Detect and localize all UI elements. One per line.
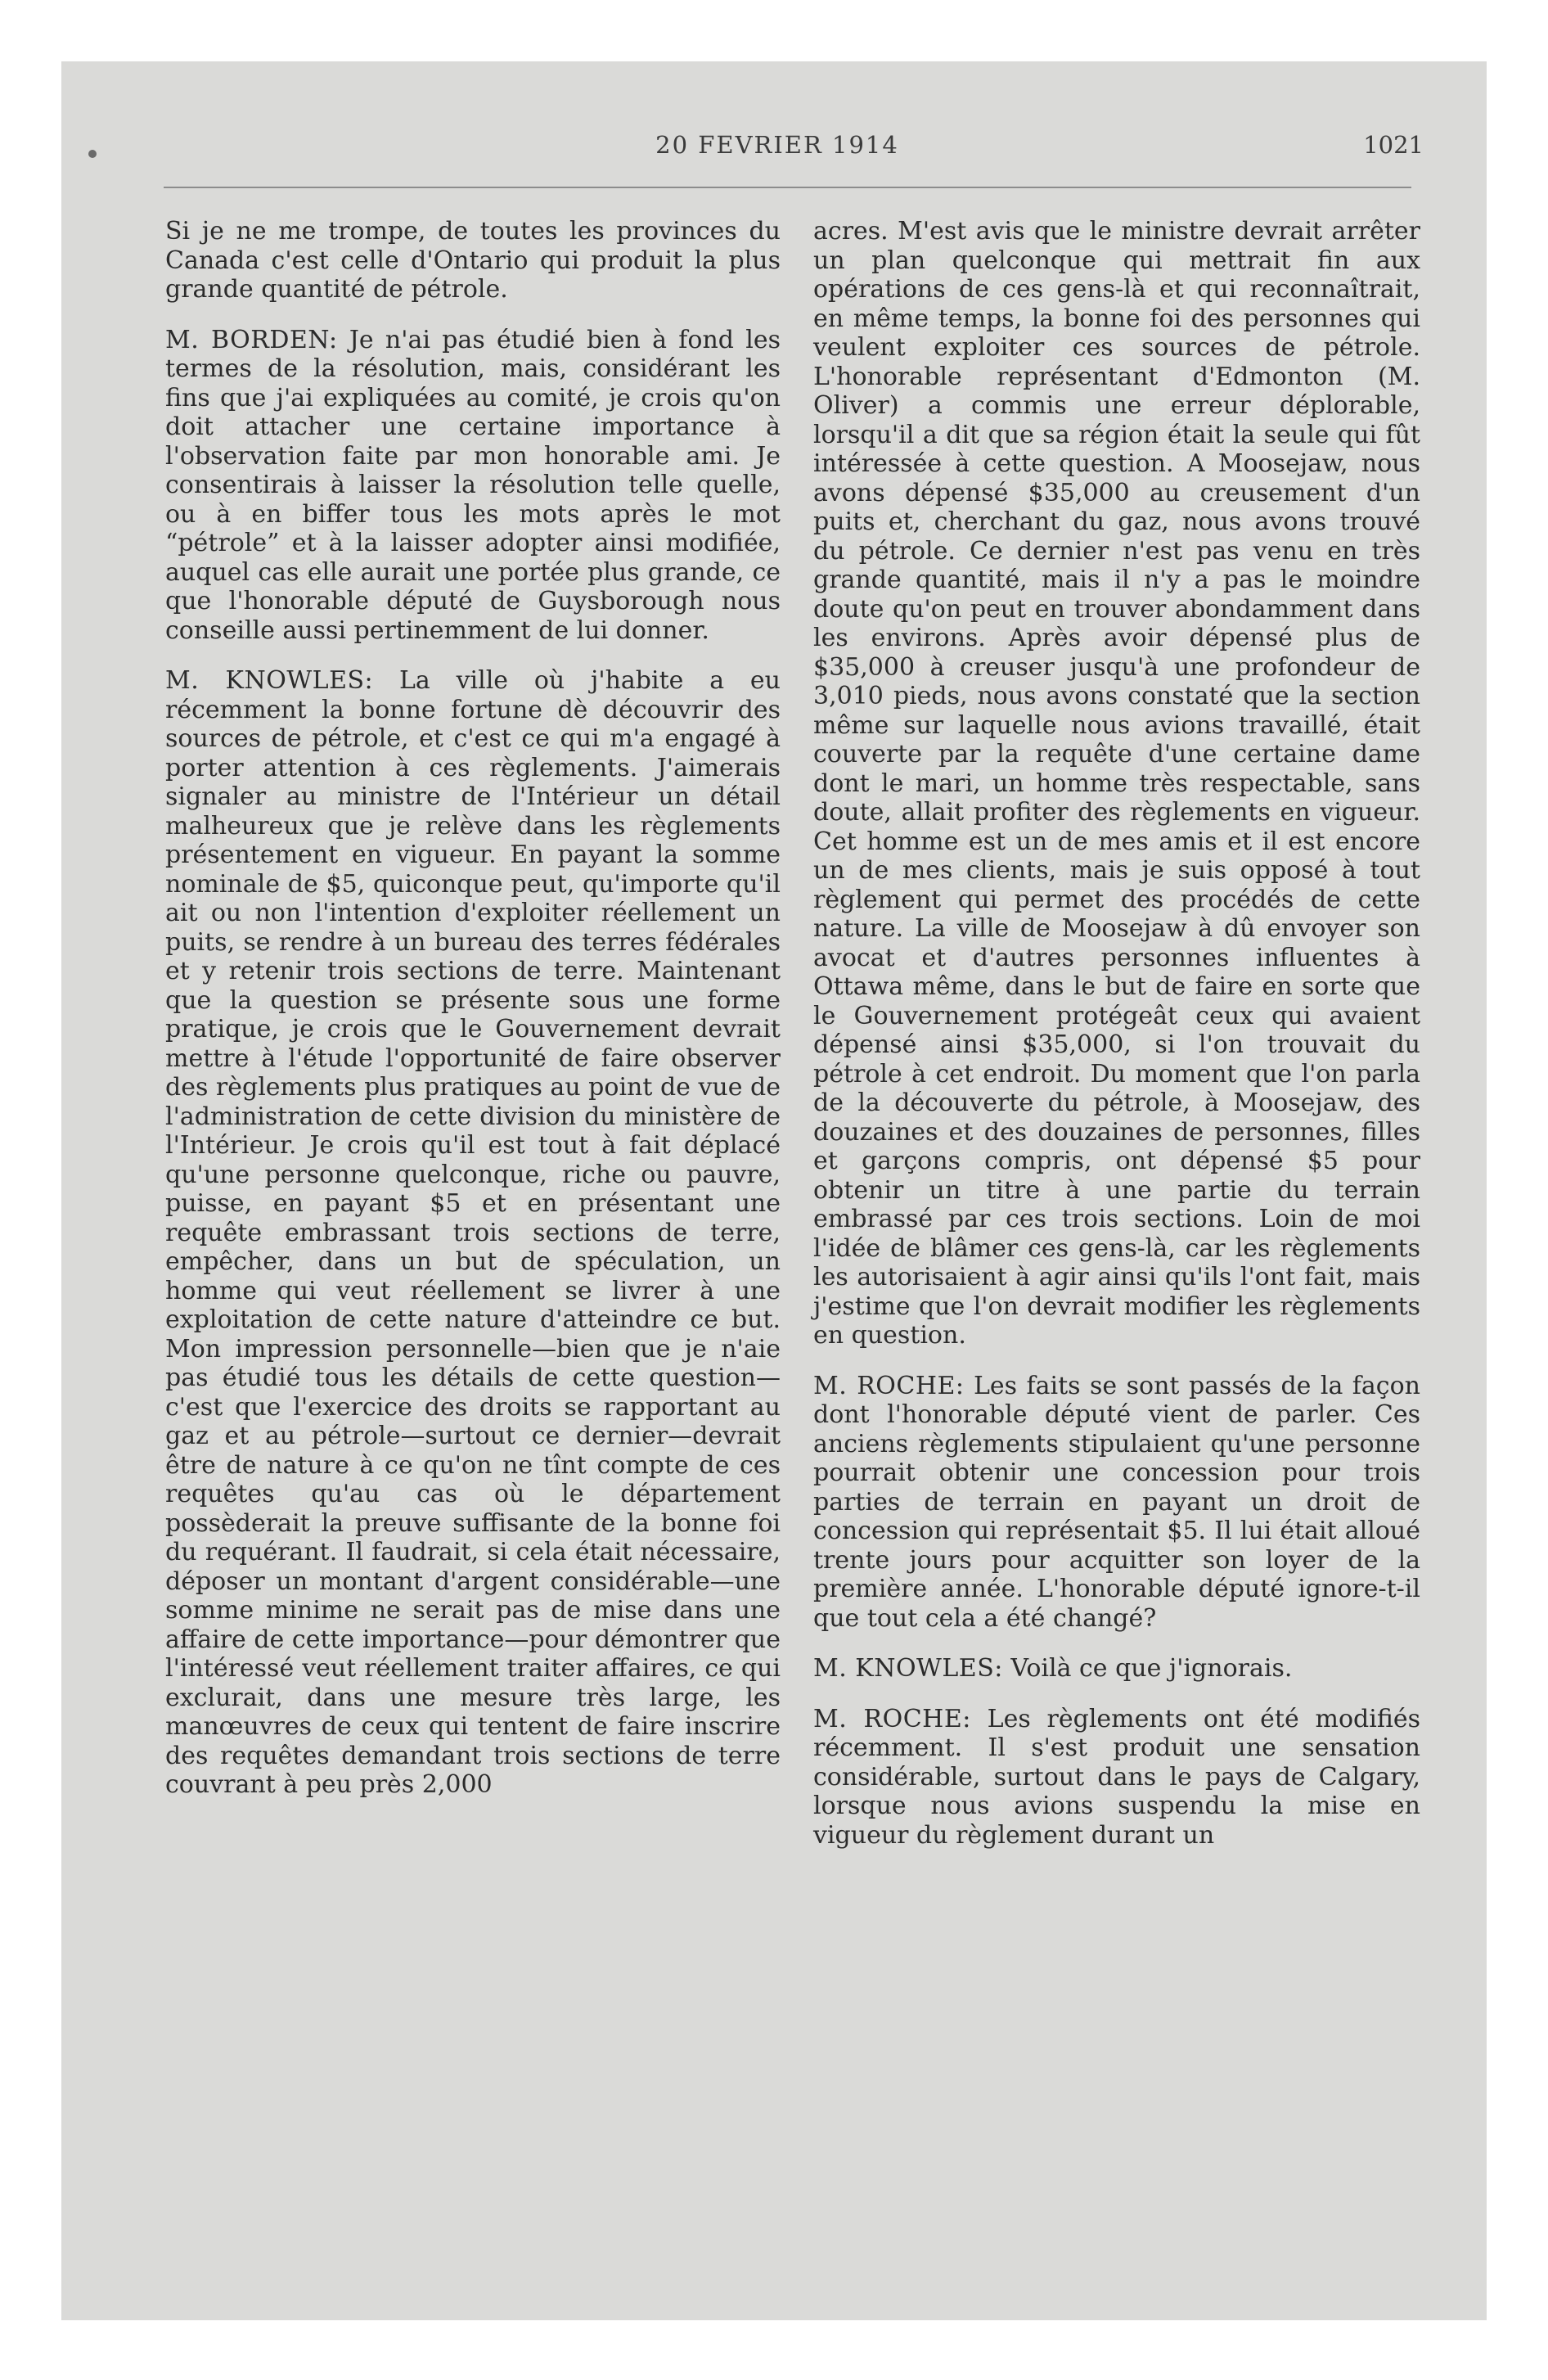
speaker-name: M. KNOWLES: — [813, 1654, 1003, 1683]
paragraph-text: Je n'ai pas étudié bien à fond les termes de la résolution, mais, considérant les fins que j'ai expliquées au comité, je crois qu'on doit attacher une certaine importance à l'observation faite par mon honorable ami. Je consentirais à laisser la résolution telle quelle, ou à en biffer tous les mots après le mot “pétrole” et à la laisser adopter ainsi modifiée, auquel cas elle aurait une portée plus grande, ce que l'honorable député de Guysborough nous conseille aussi pertinemment de lui donner. — [165, 325, 781, 645]
page-header-date: 20 FEVRIER 1914 — [655, 131, 899, 159]
header-rule — [164, 187, 1411, 188]
speaker-name: M. BORDEN: — [165, 325, 338, 354]
paragraph-text: Les faits se sont passés de la façon dont l'honorable député vient de parler. Ces anciens règlements stipulaient qu'une personne pourrait obtenir une concession pour trois parties de terrain en payant un droit de concession qui représentait $5. Il lui était alloué trente jours pour acquitter son loyer de la première année. L'honorable député ignore-t-il que tout cela a été changé? — [813, 1371, 1420, 1633]
speaker-name: M. ROCHE: — [813, 1704, 971, 1733]
paragraph-text: Les règlements ont été modifiés récemment. Il s'est produit une sensation considérable, surtout dans le pays de Calgary, lorsque nous avions suspendu la mise en vigueur du règlement durant un — [813, 1704, 1420, 1850]
page-number: 1021 — [1363, 131, 1424, 159]
paragraph — [813, 1705, 1420, 1850]
left-column — [165, 217, 781, 1800]
right-column — [813, 217, 1420, 1850]
paragraph-text: La ville où j'habite a eu récemment la bonne fortune dè découvrir des sources de pétrole, et c'est ce qui m'a engagé à porter attention à ces règlements. J'aimerais signaler au ministre de l'Intérieur un détail malheureux que je relève dans les règlements présentement en vigueur. En payant la somme nominale de $5, quiconque peut, qu'importe qu'il ait ou non l'intention d'exploiter réellement un puits, se rendre à un bureau des terres fédérales et y retenir trois sections de terre. Maintenant que la question se présente sous une forme pratique, je crois que le Gouvernement devrait mettre à l'étude l'opportunité de faire observer des règlements plus pratiques au point de vue de l'administration de cette division du ministère de l'Intérieur. Je crois qu'il est tout à fait déplacé qu'une personne quelconque, riche ou pauvre, puisse, en payant $5 et en présentant une requête embrassant trois sections de terre, empêcher, dans un but de spéculation, un homme qui veut réellement se livrer à une exploitation de cette nature d'atteindre ce but. Mon impression personnelle—bien que je n'aie pas étudié tous les détails de cette question—c'est que l'exercice des droits se rapportant au gaz et au pétrole—surtout ce dernier—devrait être de nature à ce qu'on ne tînt compte de ces requêtes qu'au cas où le département possèderait la preuve suffisante de la bonne foi du requérant. Il faudrait, si cela était nécessaire, déposer un montant d'argent considérable—une somme minime ne serait pas de mise dans une affaire de cette importance—pour démontrer que l'intéressé veut réellement traiter affaires, ce qui exclurait, dans une mesure très large, les manœuvres de ceux qui tentent de faire inscrire des requêtes demandant trois sections de terre couvrant à peu près 2,000 — [165, 666, 781, 1799]
paragraph — [813, 1372, 1420, 1634]
paragraph-text: Voilà ce que j'ignorais. — [1002, 1654, 1293, 1683]
paragraph: Si je ne me trompe, de toutes les provinces du Canada c'est celle d'Ontario qui produit la plus grande quantité de pétrole. — [165, 217, 781, 304]
margin-dot — [88, 150, 97, 158]
paragraph — [165, 326, 781, 646]
paragraph — [813, 1654, 1420, 1684]
speaker-name: M. KNOWLES: — [165, 666, 374, 695]
speaker-name: M. ROCHE: — [813, 1371, 965, 1400]
paragraph: acres. M'est avis que le ministre devrait arrêter un plan quelconque qui mettrait fin aux opérations de ces gens-là et qui reconnaîtrait, en même temps, la bonne foi des personnes qui veulent exploiter ces sources de pétrole. L'honorable représentant d'Edmonton (M. Oliver) a commis une erreur déplorable, lorsqu'il a dit que sa région était la seule qui fût intéressée à cette question. A Moosejaw, nous avons dépensé $35,000 au creusement d'un puits et, cherchant du gaz, nous avons trouvé du pétrole. Ce dernier n'est pas venu en très grande quantité, mais il n'y a pas le moindre doute qu'on peut en trouver abondamment dans les environs. Après avoir dépensé plus de $35,000 à creuser jusqu'à une profondeur de 3,010 pieds, nous avons constaté que la section même sur laquelle nous avions travaillé, était couverte par la requête d'une certaine dame dont le mari, un homme très respectable, sans doute, allait profiter des règlements en vigueur. Cet homme est un de mes amis et il est encore un de mes clients, mais je suis opposé à tout règlement qui permet des procédés de cette nature. La ville de Moosejaw à dû envoyer son avocat et d'autres personnes influentes à Ottawa même, dans le but de faire en sorte que le Gouvernement protégeât ceux qui avaient dépensé ainsi $35,000, si l'on trouvait du pétrole à cet endroit. Du moment que l'on parla de la découverte du pétrole, à Moosejaw, des douzaines et des douzaines de personnes, filles et garçons compris, ont dépensé $5 pour obtenir un titre à une partie du terrain embrassé par ces trois sections. Loin de moi l'idée de blâmer ces gens-là, car les règlements les autorisaient à agir ainsi qu'ils l'ont fait, mais j'estime que l'on devrait modifier les règlements en question. — [813, 217, 1420, 1350]
paragraph — [165, 666, 781, 1800]
